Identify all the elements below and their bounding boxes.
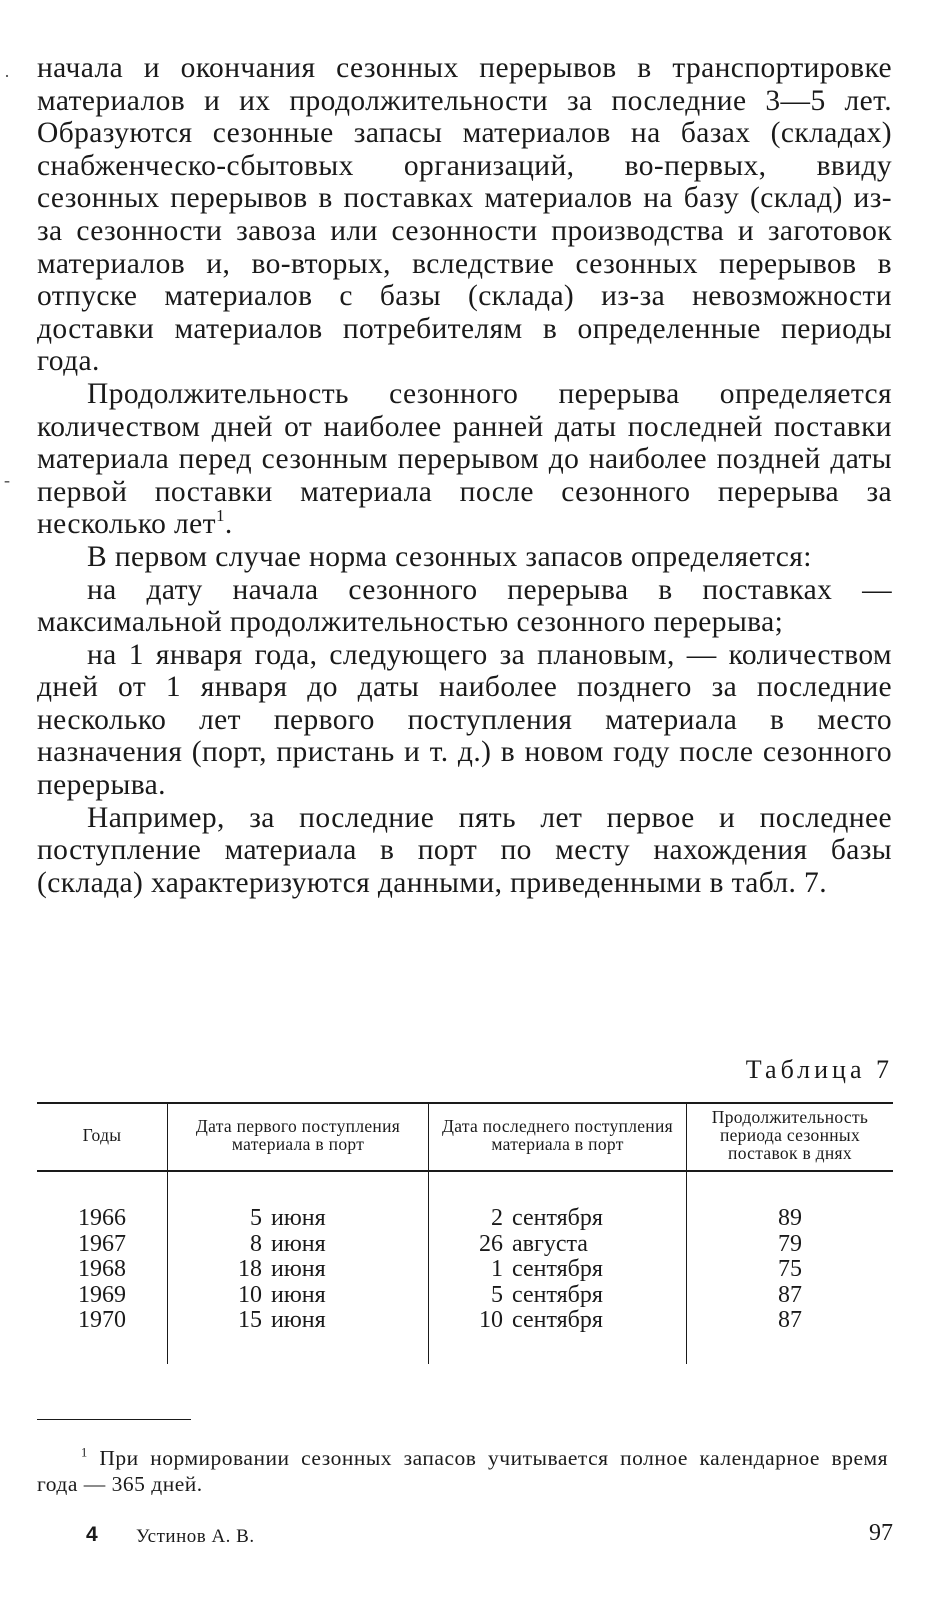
running-author: Устинов А. В. (136, 1526, 255, 1547)
last-month: сентября (512, 1205, 603, 1231)
last-day: 26 (479, 1230, 503, 1257)
paragraph-2-text: Продолжительность сезонного перерыва определяется количеством дней от наиболее ранней даты последней поставки материала перед сезонным перерывом до наиболее поздней даты первой поставки материала после сезонного перерыва за несколько лет (37, 377, 892, 541)
paragraph-3: В первом случае норма сезонных запасов определяется: (87, 540, 812, 573)
paragraph-2 (37, 378, 892, 541)
footnote-ref: 1 (215, 506, 225, 526)
cell-last-date (429, 1308, 687, 1334)
paragraph-6: Например, за последние пять лет первое и последнее поступление материала в порт по месту нахождения базы (склада) характеризуются данными, приведенными в табл. 7. (37, 801, 892, 899)
data-table (37, 1102, 893, 1364)
cell-first-date (168, 1283, 429, 1309)
first-month: июня (271, 1256, 326, 1283)
footnote-marker: 1 (81, 1445, 88, 1460)
header-first-delivery: Дата первого поступления материала в порт (168, 1103, 429, 1171)
last-day: 10 (479, 1307, 503, 1334)
cell-year: 1966 (78, 1205, 126, 1231)
cell-year: 1967 (78, 1230, 126, 1257)
last-month: сентября (512, 1256, 603, 1283)
first-month: июня (271, 1205, 326, 1231)
footnote-text: При нормировании сезонных запасов учитывается полное календарное время года — 365 дней. (37, 1446, 888, 1496)
last-day: 1 (491, 1256, 503, 1283)
cell-first-date (168, 1257, 429, 1283)
first-day: 5 (250, 1205, 262, 1231)
first-month: июня (271, 1230, 326, 1257)
first-day: 18 (238, 1256, 262, 1283)
cell-first-date (168, 1308, 429, 1334)
cell-year: 1968 (78, 1256, 126, 1283)
first-day: 10 (238, 1281, 262, 1308)
first-month: июня (271, 1307, 326, 1334)
table-header-row (37, 1103, 893, 1171)
header-duration: Продолжительность периода сезонных поставок в днях (687, 1103, 894, 1171)
first-day: 8 (250, 1230, 262, 1257)
last-month: сентября (512, 1281, 603, 1308)
header-last-delivery: Дата последнего поступления материала в порт (429, 1103, 687, 1171)
printer-signature: 4 (86, 1523, 98, 1546)
table-row (37, 1206, 893, 1232)
header-year: Годы (82, 1125, 122, 1145)
last-month: сентября (512, 1307, 603, 1334)
table-spacer-top (37, 1171, 893, 1206)
cell-first-date (168, 1206, 429, 1232)
cell-duration: 75 (687, 1257, 894, 1283)
first-month: июня (271, 1281, 326, 1308)
cell-duration: 87 (687, 1283, 894, 1309)
margin-mark: - (4, 470, 10, 490)
table-row (37, 1308, 893, 1334)
cell-duration: 87 (687, 1308, 894, 1334)
paragraph-1: начала и окончания сезонных перерывов в транспортировке материалов и их продолжительности за последние 3—5 лет. Образуются сезонные запасы материалов на базах (складах) снабженческо-сбытовых организаций, во-первых, ввиду сезонных перерывов в поставках материалов на базу (склад) из-за сезонности завоза или сезонности производства и заготовок материалов и, во-вторых, вследствие сезонных перерывов в отпуске материалов с базы (склада) из-за невозможности доставки материалов потребителям в определенные периоды года. (37, 52, 892, 378)
last-day: 5 (491, 1281, 503, 1308)
cell-first-date (168, 1232, 429, 1258)
table-row (37, 1283, 893, 1309)
table-spacer-bottom (37, 1334, 893, 1364)
cell-year: 1970 (78, 1307, 126, 1334)
main-text (37, 52, 892, 899)
paragraph-5: на 1 января года, следующего за плановым, — количеством дней от 1 января до даты наиболее позднего за последние несколько лет первого поступления материала в место назначения (порт, пристань и т. д.) в новом году после сезонного перерыва. (37, 638, 892, 802)
cell-last-date (429, 1232, 687, 1258)
margin-mark: · (4, 66, 10, 86)
paragraph-4: на дату начала сезонного перерыва в поставках — максимальной продолжительностью сезонного перерыва; (37, 573, 892, 639)
footnote (37, 1445, 888, 1497)
cell-last-date (429, 1283, 687, 1309)
cell-last-date (429, 1257, 687, 1283)
first-day: 15 (238, 1307, 262, 1334)
cell-duration: 79 (687, 1232, 894, 1258)
paragraph-2-end: . (224, 508, 233, 541)
table-caption: Таблица 7 (745, 1055, 893, 1084)
cell-duration: 89 (687, 1206, 894, 1232)
table-row (37, 1257, 893, 1283)
footnote-divider (37, 1419, 191, 1420)
last-day: 2 (491, 1205, 503, 1231)
cell-last-date (429, 1206, 687, 1232)
table-row (37, 1232, 893, 1258)
last-month: августа (512, 1230, 588, 1257)
cell-year: 1969 (78, 1281, 126, 1308)
page-number: 97 (869, 1520, 893, 1546)
